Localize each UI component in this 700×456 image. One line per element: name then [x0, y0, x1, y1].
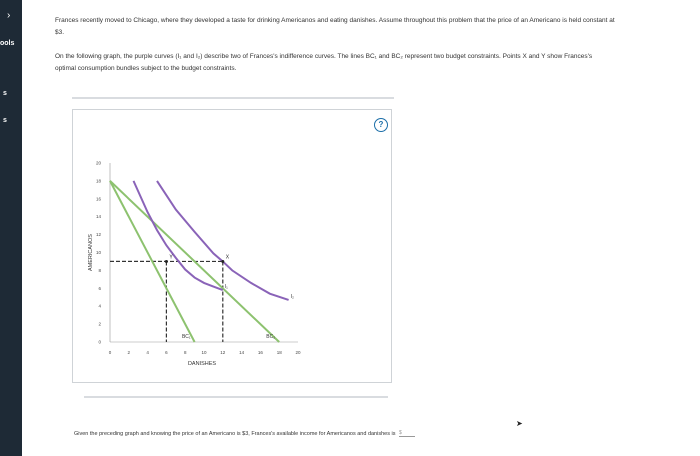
dollar-sign: $	[399, 430, 402, 436]
point-label: X	[225, 254, 230, 261]
x-tick-label: 14	[239, 350, 245, 355]
y-tick-label: 18	[95, 178, 101, 184]
x-axis-label: DANISHES	[187, 361, 217, 367]
graph-panel	[72, 109, 392, 383]
x-tick-label: 20	[295, 350, 301, 355]
divider-bottom	[84, 396, 388, 398]
x-tick-label: 0	[108, 350, 112, 355]
divider-top	[72, 97, 394, 99]
y-tick-label: 14	[95, 214, 101, 220]
x-tick-label: 12	[220, 350, 226, 355]
y-axis-label: AMERICANOS	[88, 234, 94, 271]
series-label: BC₁	[181, 334, 191, 340]
y-tick-label: 16	[95, 196, 101, 202]
help-button[interactable]: ?	[374, 118, 388, 132]
y-tick-label: 4	[98, 303, 101, 309]
income-answer-input[interactable]	[399, 430, 415, 437]
chevron-icon[interactable]: ›	[7, 10, 11, 21]
question-intro: Frances recently moved to Chicago, where they developed a taste for drinking Americanos and eating danishes. Assume throughout this problem that the price of an Americano is held constant at $3.	[55, 17, 615, 36]
x-tick-label: 18	[276, 350, 282, 355]
x-tick-label: 6	[165, 350, 168, 355]
x-tick-label: 4	[146, 350, 149, 355]
sidebar-item-s1[interactable]: s	[3, 90, 7, 97]
x-tick-label: 16	[257, 350, 263, 355]
mouse-cursor-icon: ➤	[516, 419, 523, 428]
sidebar-item-s2[interactable]: s	[3, 117, 7, 124]
x-tick-label: 10	[201, 350, 207, 355]
left-sidebar	[0, 0, 22, 456]
y-tick-label: 20	[95, 160, 101, 166]
point-label: Y	[169, 254, 173, 261]
graph-description: On the following graph, the purple curves (I₁ and I₂) describe two of Frances's indifference curves. The lines BC₁ and BC₂ represent two budget constraints. Points X and Y show Frances's optimal consumption bundles subject to the budget constraints.	[55, 53, 593, 72]
x-tick-label: 8	[183, 350, 187, 355]
y-tick-label: 8	[98, 267, 101, 273]
series-label: I₂	[290, 293, 294, 300]
y-tick-label: 6	[98, 285, 101, 291]
y-tick-label: 10	[95, 250, 101, 255]
y-tick-label: 2	[98, 321, 101, 327]
series-label: BC₂	[266, 334, 276, 340]
series-label: I₁	[224, 284, 228, 291]
x-tick-label: 2	[127, 350, 131, 355]
y-tick-label: 0	[98, 339, 101, 345]
footer-text: Given the preceding graph and knowing the price of an Americano is $3, Frances's available income for Americanos and danishes is	[74, 431, 396, 437]
y-tick-label: 12	[95, 232, 101, 238]
footer-question	[74, 430, 415, 437]
tools-label[interactable]: ools	[0, 40, 15, 47]
